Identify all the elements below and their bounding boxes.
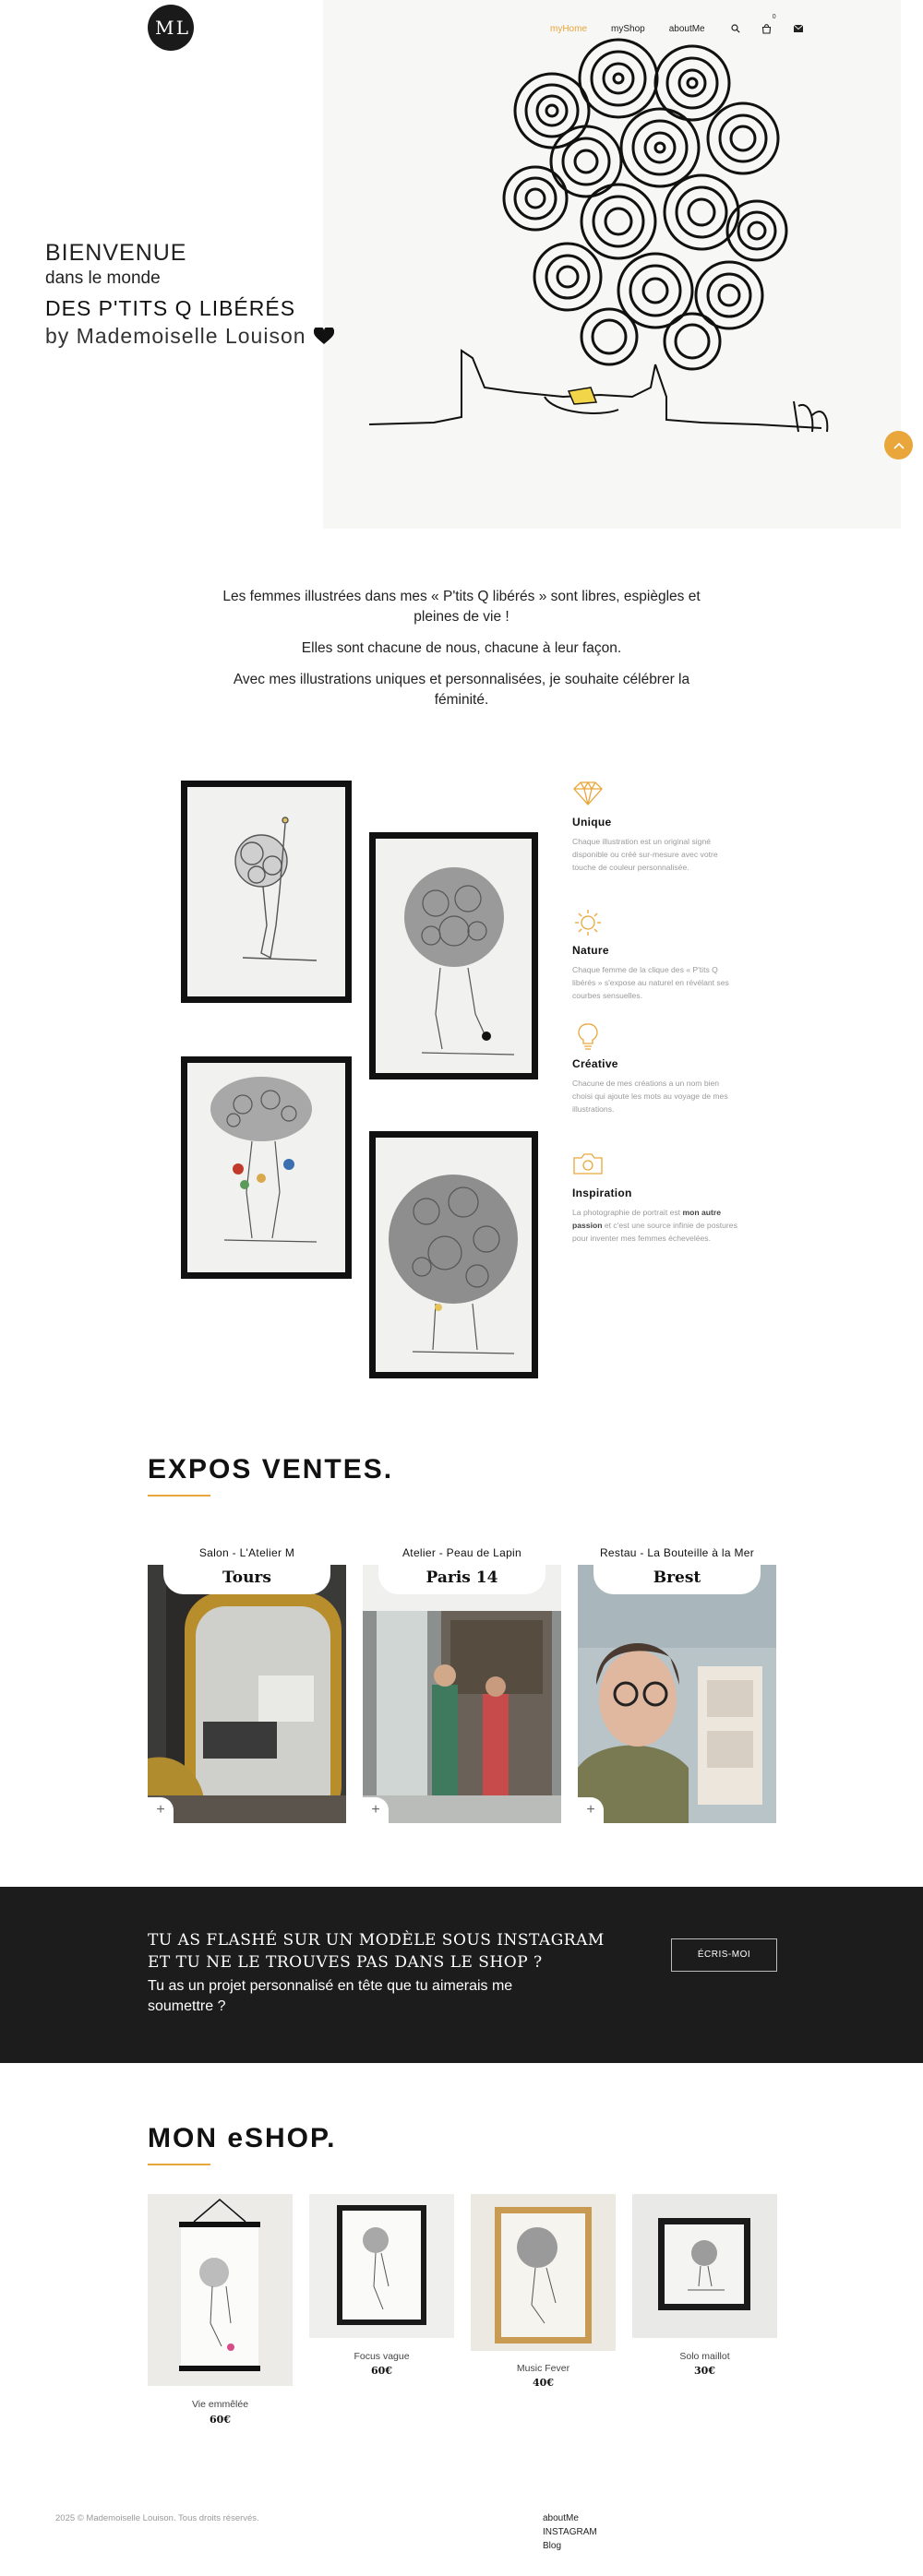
expo-caption: Salon - L'Atelier M [198,1546,295,1559]
hero-line-dans-le-monde: dans le monde [45,268,161,288]
hero-line-byline [45,324,334,351]
feature-creative [572,1022,738,1115]
expo-caption: Restau - La Bouteille à la Mer [599,1546,755,1559]
cart-icon[interactable] [761,14,776,35]
intro-paragraph-2: Elles sont chacune de nous, chacune à leur façon. [301,640,622,656]
hero-line-bienvenue: BIENVENUE [45,240,187,266]
expo-expand-button[interactable]: + [363,1797,389,1823]
eshop-title-underline [148,2164,210,2165]
product-card[interactable] [632,2194,777,2397]
heart-icon [314,326,334,351]
footer-links [543,2511,597,2553]
intro-text [222,587,701,722]
framed-illustration-3 [181,1056,352,1279]
product-price: 60€ [371,2365,392,2377]
expo-caption: Atelier - Peau de Lapin [402,1546,521,1559]
cart-count: 0 [772,14,776,20]
product-name: Solo maillot [679,2351,730,2362]
hero-text [45,240,334,351]
product-card[interactable] [309,2194,454,2397]
expo-expand-button[interactable]: + [578,1797,604,1823]
scroll-to-top-button[interactable] [884,431,913,459]
hero-line-title: DES P'TITS Q LIBÉRÉS [45,296,296,320]
feature-title: Créative [572,1057,618,1070]
banner-subtitle: Tu as un projet personnalisé en tête que tu aimerais me soumettre ? [148,1978,513,2014]
framed-illustration-2 [369,832,538,1079]
main-nav [550,14,823,35]
banner-title: TU AS FLASHÉ SUR UN MODÈLE SOUS INSTAGRAM ET TU NE LE TROUVES PAS DANS LE SHOP ? [148,1931,605,1972]
nav-item-myhome[interactable]: myHome [550,23,588,34]
product-price: 60€ [210,2414,231,2426]
search-icon[interactable] [729,22,742,35]
product-card[interactable] [471,2194,616,2406]
product-image [632,2194,777,2338]
hero-illustration [323,0,901,529]
mail-icon[interactable] [792,22,805,35]
expo-card-paris[interactable] [363,1546,561,1823]
expos-title-underline [148,1495,210,1497]
product-price: 40€ [533,2377,554,2389]
expos-title: EXPOS VENTES. [148,1454,394,1485]
chevron-up-icon [893,442,905,449]
framed-illustration-1 [181,781,352,1003]
product-image [309,2194,454,2338]
site-header [0,0,923,55]
nav-item-myshop[interactable]: myShop [611,23,645,34]
eshop-title: MON eSHOP. [148,2123,337,2153]
footer-link-blog[interactable]: Blog [543,2541,562,2551]
sun-icon [572,909,604,936]
footer-link-instagram[interactable]: INSTAGRAM [543,2527,597,2537]
feature-text-bold: mon autre passion [572,1208,721,1230]
expo-city: Tours [163,1565,330,1594]
custom-project-banner [0,1887,923,2063]
expo-card-tours[interactable] [148,1546,346,1823]
feature-title: Nature [572,944,609,957]
framed-illustration-4 [369,1131,538,1378]
product-name: Focus vague [354,2351,410,2362]
product-name: Music Fever [516,2363,570,2374]
camera-icon [572,1151,604,1179]
hero-left-background [0,0,323,434]
product-name: Vie emmêlée [191,2399,249,2410]
expo-photo [363,1565,561,1823]
feature-text: Chaque femme de la clique des « P'tits Q libérés » s'expose au naturel en révélant ses courbes sensuelles. [572,965,729,1000]
feature-text: Chacune de mes créations a un nom bien choisi qui ajoute les mots au voyage de mes illustrations. [572,1079,728,1114]
feature-nature [572,909,738,1002]
product-price: 30€ [694,2365,715,2377]
expo-card-brest[interactable] [578,1546,776,1823]
footer-copyright: 2025 © Mademoiselle Louison. Tous droits réservés. [55,2513,259,2523]
contact-button[interactable]: ÉCRIS-MOI [671,1938,777,1972]
nav-item-aboutme[interactable]: aboutMe [668,23,705,34]
product-image [148,2194,293,2386]
feature-text: Chaque illustration est un original signé disponible ou créé sur-mesure avec votre touche de couleur personnalisée. [572,837,718,872]
expo-photo [578,1565,776,1823]
intro-paragraph-1: Les femmes illustrées dans mes « P'tits Q libérés » sont libres, espiègles et pleines de vie ! [222,589,701,625]
feature-title: Unique [572,816,612,829]
feature-unique [572,781,738,874]
expo-city: Paris 14 [378,1565,545,1594]
hero [0,0,923,531]
product-card[interactable] [148,2194,293,2434]
product-image [471,2194,616,2351]
feature-inspiration [572,1151,738,1245]
footer-link-aboutme[interactable]: aboutMe [543,2513,579,2523]
diamond-icon [572,781,604,808]
expo-city: Brest [593,1565,761,1594]
logo[interactable]: M L [148,5,194,51]
hero-byline-text: by Mademoiselle Louison [45,324,306,348]
intro-paragraph-3: Avec mes illustrations uniques et personnalisées, je souhaite célébrer la féminité. [233,672,690,708]
feature-text: La photographie de portrait est mon autre passion et c'est une source infinie de postures pour inventer mes femmes échevelées. [572,1208,737,1243]
feature-title: Inspiration [572,1187,632,1199]
expo-photo [148,1565,346,1823]
expo-expand-button[interactable]: + [148,1797,174,1823]
lightbulb-icon [572,1022,604,1050]
